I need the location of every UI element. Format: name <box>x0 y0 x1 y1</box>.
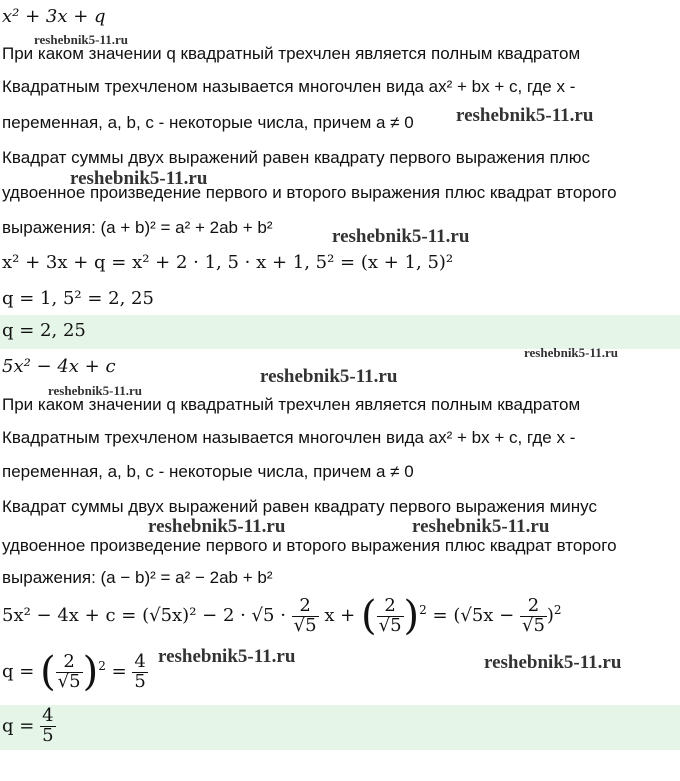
problem1-rule-line1: Квадрат суммы двух выражений равен квадрату первого выражения плюс <box>2 148 590 167</box>
watermark: reshebnik5-11.ru <box>524 345 619 360</box>
answer-lhs: q = <box>2 715 35 737</box>
fraction-2-over-sqrt5: $\frac{2}{√5}$ <box>521 594 545 636</box>
problem1-rule-line3: выражения: (a + b)² = a² + 2ab + b² <box>2 218 273 237</box>
fraction-4-over-5: $\frac{4}{5}$ <box>42 705 54 746</box>
step2-equals: = <box>111 661 127 682</box>
problem1-rule-line2: удвоенное произведение первого и второго выражения плюс квадрат второго <box>2 183 617 202</box>
fraction-4-over-5: $\frac{4}{5}$ <box>134 650 146 692</box>
problem2-rule-line3: выражения: (a − b)² = a² − 2ab + b² <box>2 568 273 587</box>
problem1-answer: q = 2, 25 <box>2 320 86 341</box>
problem1-definition-line2: переменная, a, b, c - некоторые числа, причем a ≠ 0 <box>2 113 414 132</box>
problem2-step1: 5x² − 4x + c = (√5x)² − 2 · √5 · $\frac{2}{√5}$ x + ( $\frac{2}{√5}$ )$^2$ = (√5x − $\frac{2}{√5}$ )$^2$ <box>2 593 562 639</box>
problem2-answer <box>2 707 56 746</box>
watermark: reshebnik5-11.ru <box>148 516 286 537</box>
problem2-definition-line1: Квадратным трехчленом называется многочлен вида ax² + bx + c, где x - <box>2 428 576 447</box>
step1-part-c: = (√5x − <box>432 605 515 626</box>
watermark: reshebnik5-11.ru <box>48 383 143 398</box>
fraction-2-over-sqrt5: $\frac{2}{√5}$ <box>293 594 317 636</box>
problem1-answer-box <box>0 315 680 349</box>
step2-lhs: q = <box>2 661 35 682</box>
problem2-step2: q = ( $\frac{2}{√5}$ )$^2$ = $\frac{4}{5}$ <box>2 649 146 695</box>
watermark: reshebnik5-11.ru <box>412 516 550 537</box>
watermark: reshebnik5-11.ru <box>484 652 622 673</box>
step1-part-a: 5x² − 4x + c = (√5x)² − 2 · √5 · <box>2 605 286 626</box>
step1-part-b: x + <box>324 605 356 626</box>
watermark: reshebnik5-11.ru <box>34 32 129 47</box>
problem1-question: При каком значении q квадратный трехчлен является полным квадратом <box>2 44 581 63</box>
power-2: 2 <box>553 603 562 617</box>
watermark: reshebnik5-11.ru <box>332 226 470 247</box>
watermark: reshebnik5-11.ru <box>456 105 594 126</box>
power-2: 2 <box>98 659 106 673</box>
problem2-rule-line1: Квадрат суммы двух выражений равен квадрату первого выражения минус <box>2 497 597 516</box>
fraction-2-over-sqrt5: $\frac{2}{√5}$ <box>57 650 81 692</box>
fraction-2-over-sqrt5: $\frac{2}{√5}$ <box>378 594 402 636</box>
problem2-definition-line2: переменная, a, b, c - некоторые числа, причем a ≠ 0 <box>2 462 414 481</box>
power-2: 2 <box>419 603 427 617</box>
watermark: reshebnik5-11.ru <box>158 646 296 667</box>
problem1-step2: q = 1, 5² = 2, 25 <box>2 288 154 309</box>
problem2-rule-line2: удвоенное произведение первого и второго выражения плюс квадрат второго <box>2 536 617 555</box>
problem1-definition-line1: Квадратным трехчленом называется многочлен вида ax² + bx + c, где x - <box>2 77 576 96</box>
problem2-expression: 5x² − 4x + c <box>2 356 116 377</box>
problem2-answer-box <box>0 705 680 750</box>
problem2-question: При каком значении q квадратный трехчлен является полным квадратом <box>2 395 581 414</box>
watermark: reshebnik5-11.ru <box>260 366 398 387</box>
problem1-expression: x² + 3x + q <box>2 6 106 27</box>
problem1-step1: x² + 3x + q = x² + 2 · 1, 5 · x + 1, 5² = (x + 1, 5)² <box>2 252 454 273</box>
watermark: reshebnik5-11.ru <box>70 168 208 189</box>
